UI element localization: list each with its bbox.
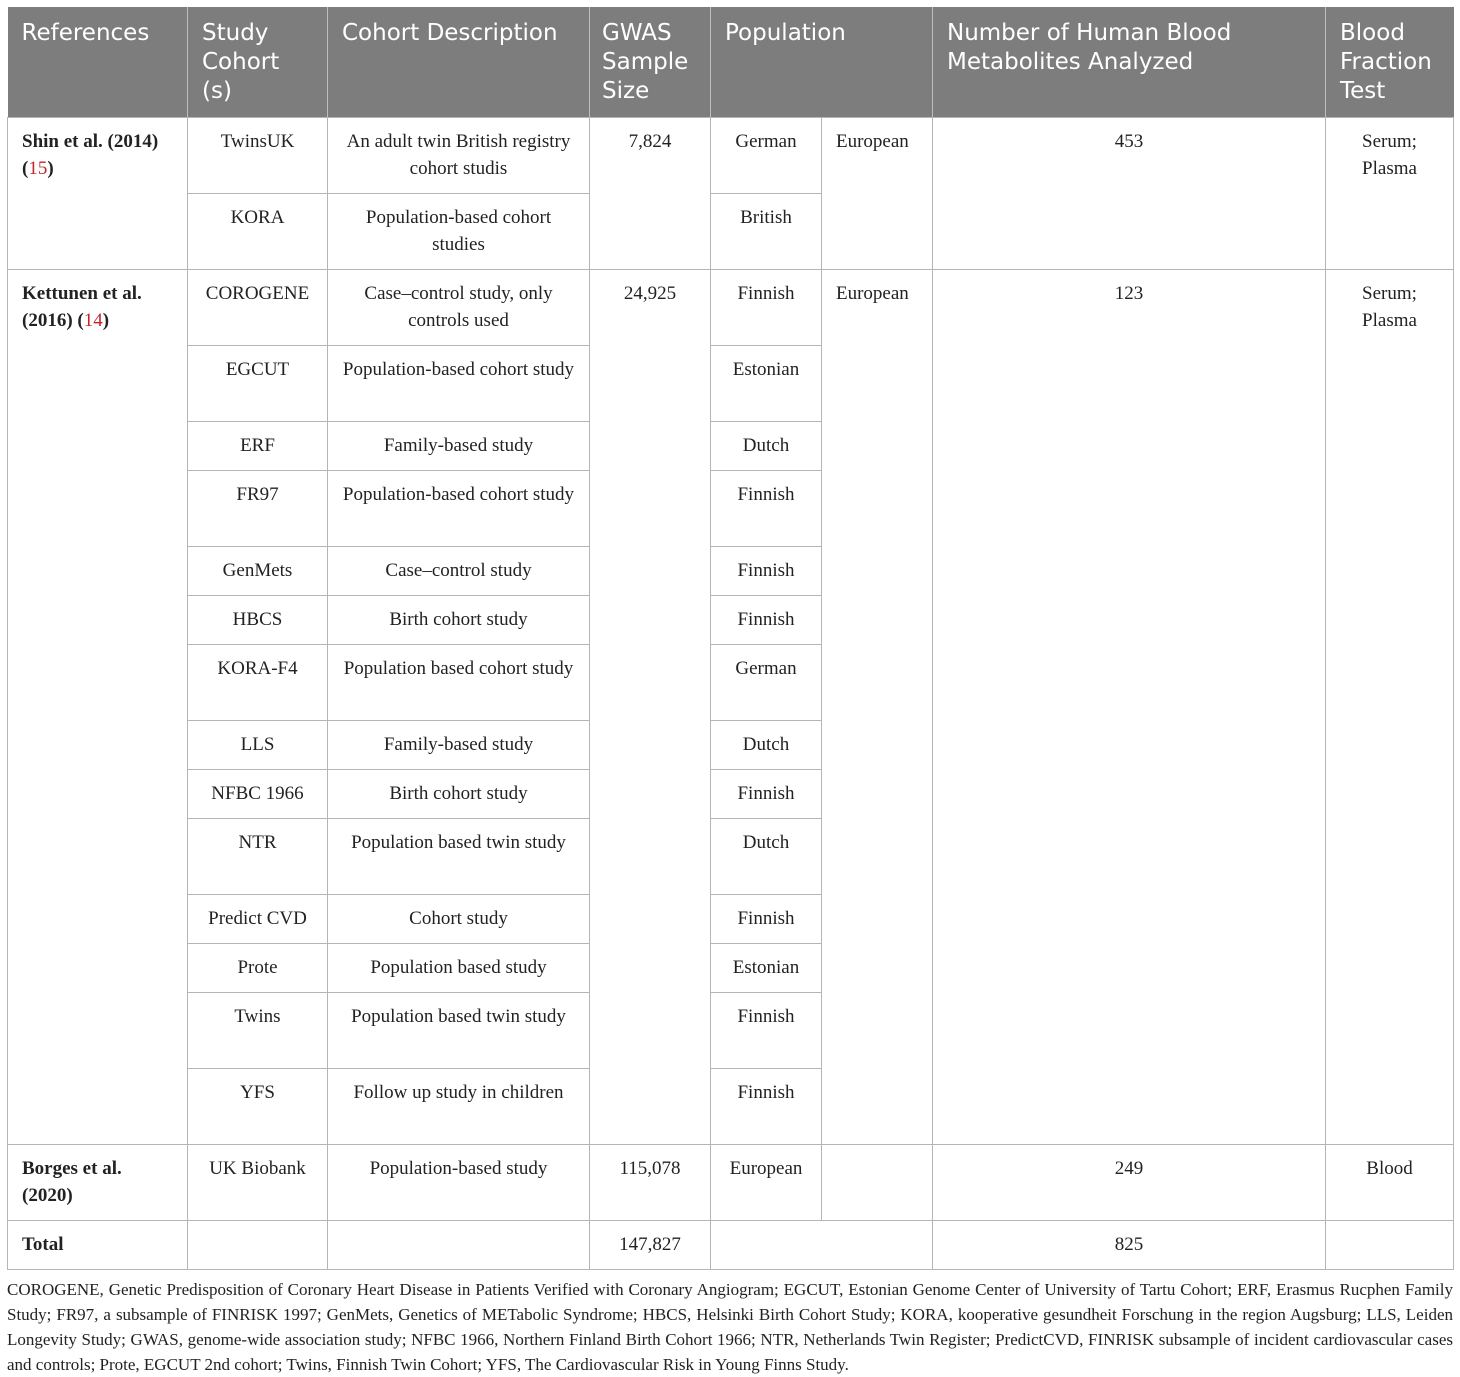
header-row xyxy=(8,7,1454,118)
empty-cell xyxy=(328,1221,590,1270)
description-cell: Population-based cohort study xyxy=(328,346,590,422)
table-row xyxy=(8,270,1454,346)
empty-cell xyxy=(188,1221,328,1270)
population-cell: Finnish xyxy=(711,596,822,645)
sample-size-cell: 24,925 xyxy=(590,270,711,1145)
description-cell: Case–control study, only controls used xyxy=(328,270,590,346)
description-cell: Population based twin study xyxy=(328,993,590,1069)
cohort-cell: KORA-F4 xyxy=(188,645,328,721)
description-cell: Birth cohort study xyxy=(328,596,590,645)
population-group-cell: European xyxy=(822,118,933,270)
total-sample-size: 147,827 xyxy=(590,1221,711,1270)
population-cell: European xyxy=(711,1145,822,1221)
population-cell: Finnish xyxy=(711,895,822,944)
total-label: Total xyxy=(8,1221,188,1270)
sample-size-cell: 7,824 xyxy=(590,118,711,270)
reference-close: ) xyxy=(47,158,54,179)
description-cell: An adult twin British registry cohort studis xyxy=(328,118,590,194)
population-cell: Finnish xyxy=(711,547,822,596)
population-cell: German xyxy=(711,645,822,721)
cohort-cell: HBCS xyxy=(188,596,328,645)
population-group-cell: European xyxy=(822,270,933,1145)
population-cell: Finnish xyxy=(711,993,822,1069)
sample-size-cell: 115,078 xyxy=(590,1145,711,1221)
cohort-cell: COROGENE xyxy=(188,270,328,346)
reference-cell: Borges et al. (2020) xyxy=(8,1145,188,1221)
header-cohort-description: Cohort Description xyxy=(328,7,590,118)
description-cell: Population based twin study xyxy=(328,819,590,895)
cohort-cell: NTR xyxy=(188,819,328,895)
population-group-cell xyxy=(822,1145,933,1221)
metabolites-cell: 249 xyxy=(933,1145,1326,1221)
table-container xyxy=(7,7,1453,1377)
cohort-cell: UK Biobank xyxy=(188,1145,328,1221)
table-footnote: COROGENE, Genetic Predisposition of Coronary Heart Disease in Patients Verified with Coronary Angiogram; EGCUT, Estonian Genome Center of University of Tartu Cohort; ERF, Erasmus Rucphen Family Study; FR97, a subsample of FINRISK 1997; GenMets, Genetics of METabolic Syndrome; HBCS, Helsinki Birth Cohort Study; KORA, kooperative gesundheit Forschung in the region Augsburg; LLS, Leiden Longevity Study; GWAS, genome-wide association study; NFBC 1966, Northern Finland Birth Cohort 1966; NTR, Netherlands Twin Register; PredictCVD, FINRISK subsample of incident cardiovascular cases and controls; Prote, EGCUT 2nd cohort; Twins, Finnish Twin Cohort; YFS, The Cardiovascular Risk in Young Finns Study. xyxy=(7,1280,1453,1374)
blood-fraction-cell: Serum; Plasma xyxy=(1326,118,1454,270)
population-cell: British xyxy=(711,194,822,270)
cohort-cell: KORA xyxy=(188,194,328,270)
blood-fraction-cell: Serum; Plasma xyxy=(1326,270,1454,1145)
reference-close: ) xyxy=(102,310,110,331)
metabolites-cell: 123 xyxy=(933,270,1326,1145)
description-cell: Population based cohort study xyxy=(328,645,590,721)
cohort-cell: Twins xyxy=(188,993,328,1069)
citation-link[interactable]: 15 xyxy=(28,158,48,179)
empty-cell xyxy=(711,1221,933,1270)
cohort-cell: GenMets xyxy=(188,547,328,596)
description-cell: Birth cohort study xyxy=(328,770,590,819)
description-cell: Case–control study xyxy=(328,547,590,596)
total-row xyxy=(8,1221,1454,1270)
blood-fraction-cell: Blood xyxy=(1326,1145,1454,1221)
population-cell: Finnish xyxy=(711,471,822,547)
reference-text: Kettunen et al. (2016) ( xyxy=(22,283,142,331)
population-cell: Finnish xyxy=(711,270,822,346)
description-cell: Family-based study xyxy=(328,721,590,770)
population-cell: Dutch xyxy=(711,819,822,895)
table-row xyxy=(8,1145,1454,1221)
cohort-cell: FR97 xyxy=(188,471,328,547)
table-row xyxy=(8,118,1454,194)
gwas-cohorts-table xyxy=(7,7,1454,1270)
header-metabolites: Number of Human Blood Metabolites Analyzed xyxy=(933,7,1326,118)
header-references: References xyxy=(8,7,188,118)
description-cell: Population-based cohort studies xyxy=(328,194,590,270)
header-blood-fraction: Blood Fraction Test xyxy=(1326,7,1454,118)
cohort-cell: NFBC 1966 xyxy=(188,770,328,819)
description-cell: Family-based study xyxy=(328,422,590,471)
cohort-cell: YFS xyxy=(188,1069,328,1145)
cohort-cell: Prote xyxy=(188,944,328,993)
population-cell: Estonian xyxy=(711,346,822,422)
description-cell: Follow up study in children xyxy=(328,1069,590,1145)
header-gwas-sample-size: GWAS Sample Size xyxy=(590,7,711,118)
description-cell: Population based study xyxy=(328,944,590,993)
total-metabolites: 825 xyxy=(933,1221,1326,1270)
population-cell: Dutch xyxy=(711,721,822,770)
population-cell: Estonian xyxy=(711,944,822,993)
description-cell: Cohort study xyxy=(328,895,590,944)
cohort-cell: LLS xyxy=(188,721,328,770)
empty-cell xyxy=(1326,1221,1454,1270)
population-cell: Finnish xyxy=(711,770,822,819)
reference-cell xyxy=(8,270,188,1145)
cohort-cell: TwinsUK xyxy=(188,118,328,194)
description-cell: Population-based cohort study xyxy=(328,471,590,547)
cohort-cell: ERF xyxy=(188,422,328,471)
header-study-cohort: Study Cohort (s) xyxy=(188,7,328,118)
metabolites-cell: 453 xyxy=(933,118,1326,270)
population-cell: Finnish xyxy=(711,1069,822,1145)
reference-cell xyxy=(8,118,188,270)
citation-link[interactable]: 14 xyxy=(83,310,103,331)
population-cell: German xyxy=(711,118,822,194)
cohort-cell: Predict CVD xyxy=(188,895,328,944)
reference-text: Shin et al. (2014) ( xyxy=(22,131,159,179)
description-cell: Population-based study xyxy=(328,1145,590,1221)
cohort-cell: EGCUT xyxy=(188,346,328,422)
header-population: Population xyxy=(711,7,933,118)
population-cell: Dutch xyxy=(711,422,822,471)
